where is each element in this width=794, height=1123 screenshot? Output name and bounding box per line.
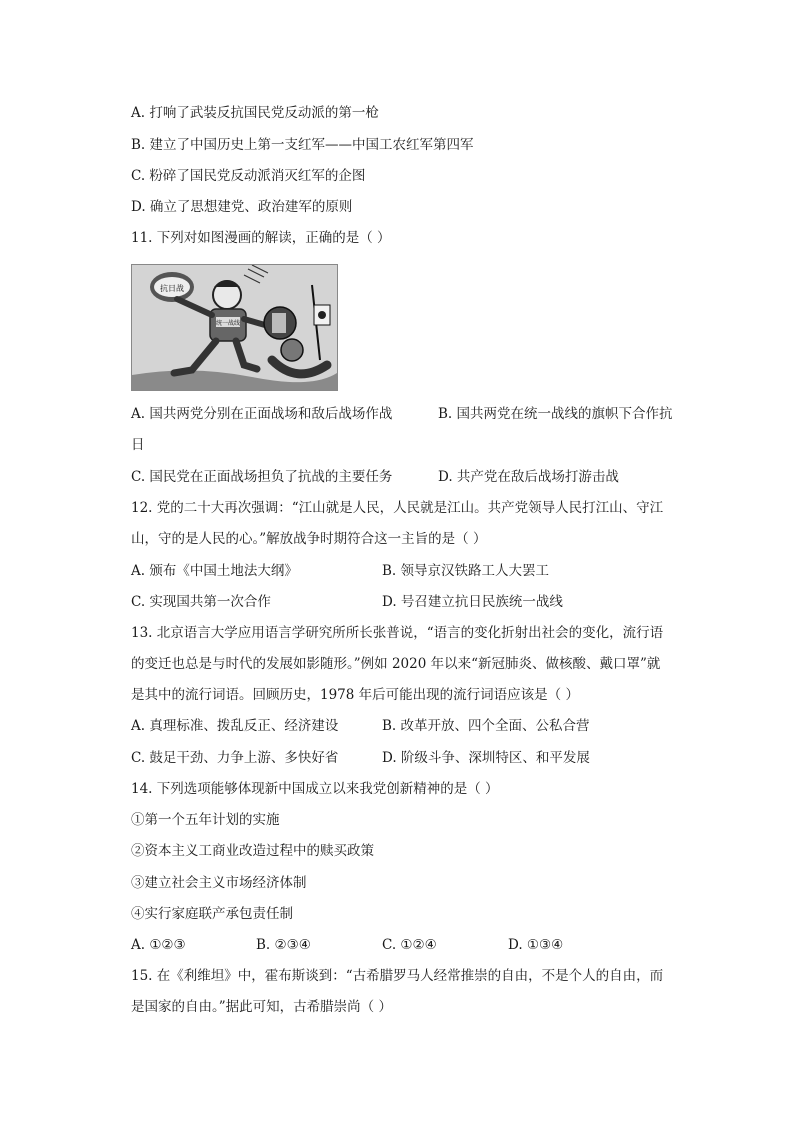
q12-option-c: C. 实现国共第一次合作 [131, 594, 271, 610]
q13-stem-line3: 是其中的流行词语。回顾历史，1978 年后可能出现的流行词语应该是（ ） [131, 687, 579, 703]
q13-option-d: D. 阶级斗争、深圳特区、和平发展 [382, 750, 590, 766]
q11-option-c: C. 国民党在正面战场担负了抗战的主要任务 [131, 469, 393, 485]
q11-option-b: B. 国共两党在统一战线的旗帜下合作抗 [438, 406, 673, 422]
q13-stem-line2: 的变迁也总是与时代的发展如影随形。”例如 2020 年以来“新冠肺炎、做核酸、戴口罩”就 [131, 656, 661, 672]
q11-option-b-cont: 日 [131, 437, 145, 453]
q12-option-d: D. 号召建立抗日民族统一战线 [382, 594, 563, 610]
cartoon-bag-label: 抗日战 [160, 284, 184, 293]
q13-option-b: B. 改革开放、四个全面、公私合营 [382, 718, 590, 734]
q12-stem-line2: 山，守的是人民的心。”解放战争时期符合这一主旨的是（ ） [131, 531, 487, 547]
q15-stem-line1: 15. 在《利维坦》中，霍布斯谈到：“古希腊罗马人经常推崇的自由，不是个人的自由，而 [131, 968, 664, 984]
cartoon-image [131, 264, 338, 391]
q14-item-2: ②资本主义工商业改造过程中的赎买政策 [131, 843, 374, 859]
q10-option-a: A. 打响了武装反抗国民党反动派的第一枪 [131, 105, 379, 121]
q14-stem: 14. 下列选项能够体现新中国成立以来我党创新精神的是（ ） [131, 781, 499, 797]
cartoon-drawing [132, 265, 337, 390]
cartoon-man-label: 统一战线 [215, 320, 241, 327]
q10-option-b: B. 建立了中国历史上第一支红军——中国工农红军第四军 [131, 137, 474, 153]
q13-stem-line1: 13. 北京语言大学应用语言学研究所所长张普说，“语言的变化折射出社会的变化，流行语 [131, 625, 664, 641]
q14-option-a: A. ①②③ [131, 937, 186, 953]
q10-option-c: C. 粉碎了国民党反动派消灭红军的企图 [131, 168, 366, 184]
q13-option-c: C. 鼓足干劲、力争上游、多快好省 [131, 750, 339, 766]
q15-stem-line2: 是国家的自由。”据此可知，古希腊崇尚（ ） [131, 999, 392, 1015]
q14-item-3: ③建立社会主义市场经济体制 [131, 875, 307, 891]
q14-option-c: C. ①②④ [382, 937, 437, 953]
q12-option-a: A. 颁布《中国土地法大纲》 [131, 563, 298, 579]
q11-option-a: A. 国共两党分别在正面战场和敌后战场作战 [131, 406, 393, 422]
q14-item-1: ①第一个五年计划的实施 [131, 812, 280, 828]
q10-option-d: D. 确立了思想建党、政治建军的原则 [131, 199, 353, 215]
q14-item-4: ④实行家庭联产承包责任制 [131, 906, 293, 922]
q14-option-b: B. ②③④ [256, 937, 311, 953]
q13-option-a: A. 真理标准、拨乱反正、经济建设 [131, 718, 339, 734]
q14-option-d: D. ①③④ [508, 937, 564, 953]
q12-option-b: B. 领导京汉铁路工人大罢工 [382, 563, 550, 579]
q12-stem-line1: 12. 党的二十大再次强调：“江山就是人民，人民就是江山。共产党领导人民打江山、守江 [131, 500, 664, 516]
q11-option-d: D. 共产党在敌后战场打游击战 [438, 469, 619, 485]
q11-stem: 11. 下列对如图漫画的解读，正确的是（ ） [131, 230, 391, 246]
